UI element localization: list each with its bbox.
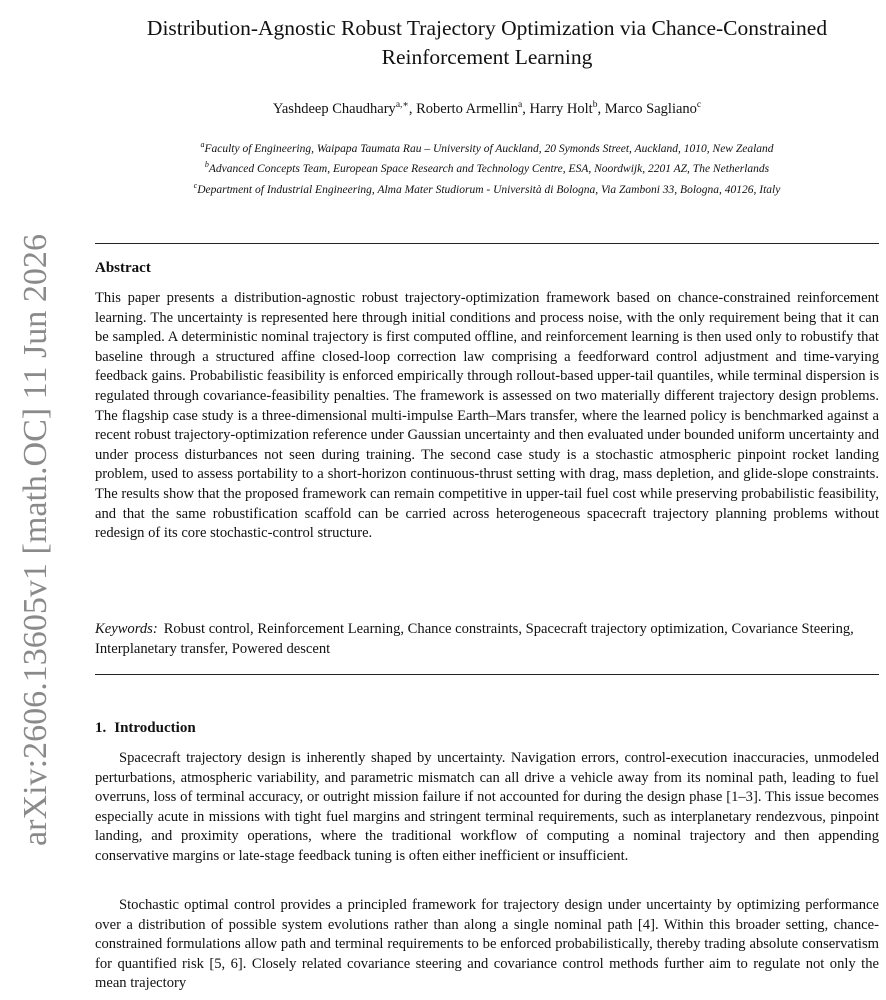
- paper-title: Distribution-Agnostic Robust Trajectory Optimization via Chance-Constrained Reinforcement Learning: [146, 16, 828, 69]
- author-name: Roberto Armellin: [416, 100, 519, 117]
- arxiv-watermark: [12, 230, 58, 850]
- abstract-bottom-rule: [95, 674, 879, 675]
- author: [416, 101, 529, 117]
- abstract-body: This paper presents a distribution-agnostic robust trajectory-optimization framework based on chance-constrained reinforcement learning. The uncertainty is represented here through initial conditions and process noise, with the only requirement being that it can be sampled. A deterministic nominal trajectory is first computed offline, and reinforcement learning is then used only to robustify that baseline through a structured affine closed-loop correction law comprising a feedforward control adjustment and time-varying feedback gains. Probabilistic feasibility is enforced empirically through rollout-based upper-tail quantiles, while terminal dispersion is regulated through covariance-feasibility penalties. The framework is assessed on two materially different trajectory design problems. The flagship case study is a three-dimensional multi-impulse Earth–Mars transfer, where the learned policy is benchmarked against a recent robust trajectory-optimization reference under Gaussian uncertainty and then evaluated under bounded uniform uncertainty and under process disturbances not seen during training. The second case study is a stochastic atmospheric pinpoint rocket landing problem, used to assess portability to a short-horizon continuous-thrust setting with drag, mass depletion, and glide-slope constraints. The results show that the proposed framework can remain competitive in upper-tail fuel cost while preserving probabilistic feasibility, and that the same robustification scaffold can be carried across heterogeneous spacecraft trajectory planning problems without redesign of its core stochastic-control structure.: [95, 290, 879, 542]
- author-affiliation-mark: a,∗: [395, 100, 409, 110]
- abstract-heading: Abstract: [95, 260, 151, 276]
- affiliation: [95, 178, 879, 198]
- author-name: Marco Sagliano: [604, 100, 697, 117]
- body-paragraph: Stochastic optimal control provides a principled framework for trajectory design under uncertainty by optimizing performance over a distribution of possible system evolutions rather than along a single nominal path [4]. Within this broader setting, chance-constrained formulations allow path and terminal requirements to be enforced probabilistically, thereby trading absolute conservatism for quantified risk [5, 6]. Closely related covariance steering and covariance control methods further aim to regulate not only the mean trajectory: [95, 897, 879, 992]
- author-name: Yashdeep Chaudhary: [272, 100, 396, 117]
- author: [273, 101, 416, 117]
- affiliation-mark: c: [193, 180, 198, 190]
- author-affiliation-mark: b: [592, 100, 598, 110]
- author-list: [95, 99, 879, 118]
- affiliation-list: [95, 137, 879, 198]
- section-number: 1.: [95, 720, 107, 736]
- keywords: [95, 620, 879, 659]
- affiliation-text: Advanced Concepts Team, European Space Research and Technology Centre, ESA, Noordwijk, 2201 AZ, The Netherlands: [208, 163, 770, 176]
- arxiv-identifier: arXiv:2606.13605v1 [math.OC] 11 Jun 2026: [17, 235, 54, 846]
- affiliation-mark: a: [200, 140, 205, 149]
- author-affiliation-mark: a: [518, 100, 523, 110]
- keywords-text: Robust control, Reinforcement Learning, Chance constraints, Spacecraft trajectory optimization, Covariance Steering, Interplanetary transfer, Powered descent: [95, 621, 854, 657]
- author: [529, 101, 604, 117]
- affiliation-mark: b: [204, 160, 209, 170]
- section-heading: [95, 720, 196, 737]
- affiliation-text: Department of Industrial Engineering, Alma Mater Studiorum - Università di Bologna, Via Zamboni 33, Bologna, 40126, Italy: [197, 183, 781, 196]
- author: [605, 101, 701, 117]
- author-separator: ,: [522, 100, 530, 117]
- author-name: Harry Holt: [529, 100, 593, 117]
- author-separator: ,: [597, 100, 605, 117]
- keywords-label: Keywords:: [95, 621, 158, 637]
- affiliation: [95, 157, 879, 177]
- section-title: Introduction: [114, 720, 196, 736]
- abstract-top-rule: [95, 243, 879, 244]
- body-paragraph: Spacecraft trajectory design is inherently shaped by uncertainty. Navigation errors, control-execution inaccuracies, unmodeled perturbations, atmospheric variability, and parametric mismatch can all drive a vehicle away from its nominal path, leading to fuel overruns, loss of terminal accuracy, or outright mission failure if not accounted for during the design phase [1–3]. This issue becomes especially acute in missions with tight fuel margins and stringent terminal requirements, such as interplanetary rendezvous, pinpoint landing, and proximity operations, where the traditional workflow of computing a nominal trajectory and then appending conservative margins or late-stage feedback tuning is often either inefficient or insufficient.: [95, 750, 879, 864]
- affiliation-text: Faculty of Engineering, Waipapa Taumata Rau – University of Auckland, 20 Symonds Street, Auckland, 1010, New Zealand: [204, 142, 774, 155]
- affiliation: [95, 137, 879, 157]
- author-affiliation-mark: c: [696, 100, 702, 110]
- author-separator: ,: [408, 100, 417, 117]
